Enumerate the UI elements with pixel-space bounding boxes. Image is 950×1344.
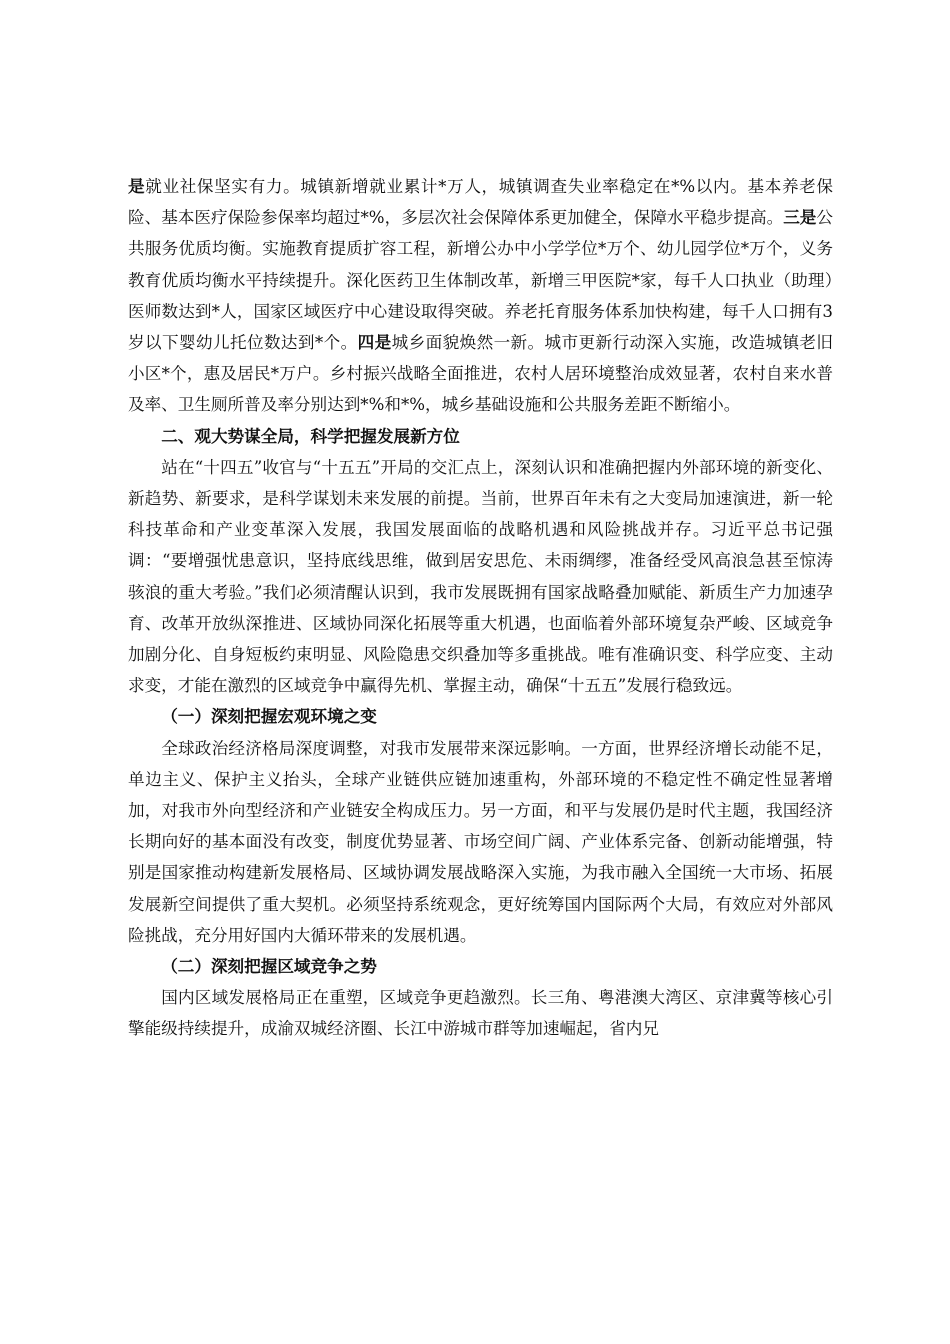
document-page <box>128 171 833 1045</box>
paragraph-text: 城乡面貌焕然一新。城市更新行动深入实施，改造城镇老旧小区*个，惠及居民*万户。乡村振兴战略全面推进，农村人居环境整治成效显著，农村自来水普及率、卫生厕所普及率分别达到*%和*%，城乡基础设施和公共服务差距不断缩小。 <box>128 333 834 415</box>
paragraph-macro-environment: 全球政治经济格局深度调整，对我市发展带来深远影响。一方面，世界经济增长动能不足，单边主义、保护主义抬头，全球产业链供应链加速重构，外部环境的不稳定性不确定性显著增加，对我市外向型经济和产业链安全构成压力。另一方面，和平与发展仍是时代主题，我国经济长期向好的基本面没有改变，制度优势显著、市场空间广阔、产业体系完备、创新动能增强，特别是国家推动构建新发展格局、区域协调发展战略深入实施，为我市融入全国统一大市场、拓展发展新空间提供了重大契机。必须坚持系统观念，更好统筹国内国际两个大局，有效应对外部风险挑战，充分用好国内大循环带来的发展机遇。 <box>128 738 833 945</box>
subsection-heading: （二）深刻把握区域竞争之势 <box>161 956 377 977</box>
section-heading: 二、观大势谋全局，科学把握发展新方位 <box>161 425 460 446</box>
paragraph-text: 公共服务优质均衡。实施教育提质扩容工程，新增公办中小学学位*万个、幼儿园学位*万个，义务教育优质均衡水平持续提升。深化医药卫生体制改革，新增三甲医院*家，每千人口执业（助理）医师数达到*人，国家区域医疗中心建设取得突破。养老托育服务体系加快构建，每千人口拥有3岁以下婴幼儿托位数达到*个。 <box>128 208 834 353</box>
lead-label: 三是 <box>783 207 817 228</box>
paragraph-text: 就业社保坚实有力。城镇新增就业累计*万人，城镇调查失业率稳定在*%以内。基本养老保险、基本医疗保险参保率均超过*%，多层次社会保障体系更加健全，保障水平稳步提高。 <box>128 177 834 228</box>
paragraph-regional-competition: 国内区域发展格局正在重塑，区域竞争更趋激烈。长三角、粤港澳大湾区、京津冀等核心引擎能级持续提升，成渝双城经济圈、长江中游城市群等加速崛起，省内兄 <box>128 988 833 1039</box>
paragraph-overview: 站在“十四五”收官与“十五五”开局的交汇点上，深刻认识和准确把握内外部环境的新变化、新趋势、新要求，是科学谋划未来发展的前提。当前，世界百年未有之大变局加速演进，新一轮科技革命和产业变革深入发展，我国发展面临的战略机遇和风险挑战并存。习近平总书记强调：“要增强忧患意识，坚持底线思维，做到居安思危、未雨绸缪，准备经受风高浪急甚至惊涛骇浪的重大考验。”我们必须清醒认识到，我市发展既拥有国家战略叠加赋能、新质生产力加速孕育、改革开放纵深推进、区域协同深化拓展等重大机遇，也面临着外部环境复杂严峻、区域竞争加剧分化、自身短板约束明显、风险隐患交织叠加等多重挑战。唯有准确识变、科学应变、主动求变，才能在激烈的区域竞争中赢得先机、掌握主动，确保“十五五”发展行稳致远。 <box>128 457 833 696</box>
lead-label: 四是 <box>357 332 392 353</box>
paragraph-achievements <box>128 171 833 421</box>
subsection-heading: （一）深刻把握宏观环境之变 <box>161 706 377 727</box>
lead-label: 是 <box>128 176 146 196</box>
